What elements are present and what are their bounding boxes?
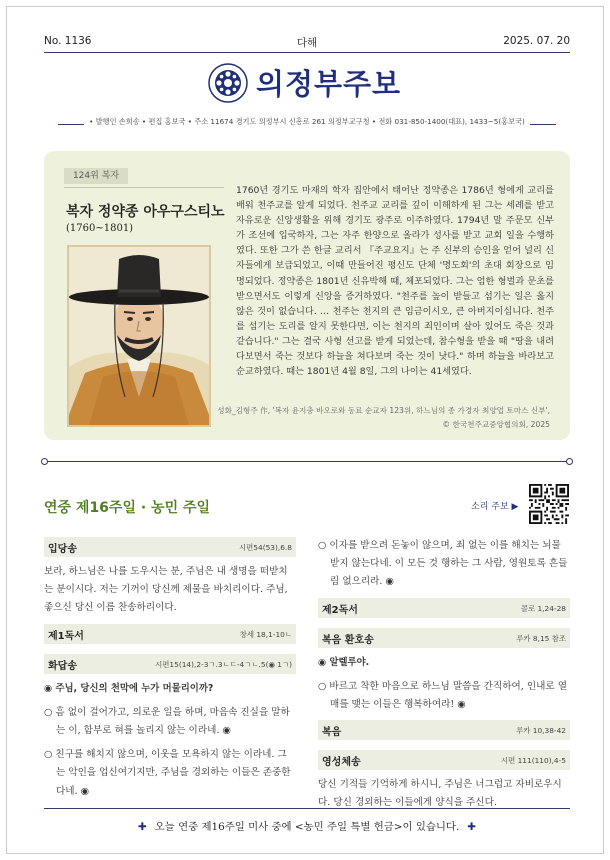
gospel-acclamation-title: 복음 환호송 — [322, 634, 374, 646]
saint-name: 복자 정약종 아우구스티노 — [66, 204, 225, 220]
communion-antiphon-text: 당신 기적들 기억하게 하시니, 주님은 너그럽고 자비로우시다. 당신 경외하는 이들에게 양식을 주신다. — [318, 779, 562, 809]
psalm-response: ◉ 주님, 당신의 천막에 누가 머물리이까? — [44, 682, 214, 694]
first-reading-ref: 창세 18,1-10ㄴ — [239, 629, 292, 639]
second-reading-ref: 콜로 1,24-28 — [520, 603, 566, 613]
gospel-acclamation-header — [318, 628, 570, 648]
communion-antiphon-ref: 시편 111(110),4-5 — [500, 756, 566, 766]
liturgy-right-column — [318, 537, 570, 819]
audio-bulletin-link[interactable]: 소리 주보 ▶ — [471, 502, 519, 512]
liturgy-title: 연중 제16주일 · 농민 주일 — [44, 500, 211, 516]
entrance-antiphon-header — [44, 537, 296, 557]
saint-biography: 1760년 경기도 마재의 학자 집안에서 태어난 정약종은 1786년 형에게 교리를 배워 천주교를 알게 되었다. 천주교 교리를 깊이 이해하게 된 그는 세례를 받고 자유로운 신앙생활을 위해 경기도 광주로 이주하였다. 1794년 말 주문모 신부가 조선에 입국하자, 그는 자주 한양으로 올라가 성사를 받고 교회 일을 수행하였다. 또한 그가 쓴 한글 교리서 『주교요지』는 주 신부의 승인을 얻어 널리 신자들에게 보급되었고, 이때 만들어진 평신도 단체 '명도회'의 초대 회장으로 임명되었다. 정약종은 1801년 신유박해 때, 체포되었다. 그는 엄한 형벌과 문초를 받으면서도 이렇게 신앙을 증거하였다. "천주를 높이 받들고 섬기는 일은 옳지 않은 것이 없습니다. … 천주는 천지의 큰 임금이시오, 큰 아버지이십니다. 천주를 섬기는 도리를 알지 못한다면, 이는 천지의 죄인이며 살아 있어도 죽은 것과 같습니다." 그는 결국 사형 선고를 받게 되었는데, 참수형을 받을 때 "땅을 내려다보면서 죽는 것보다 하늘을 쳐다보며 죽는 것이 낫다." 하며 하늘을 바라보고 순교하였다. 때는 1801년 4월 8일, 그의 나이는 41세였다. — [236, 185, 554, 378]
divider-dot-left — [41, 458, 48, 465]
divider-dot-right — [566, 458, 573, 465]
psalm-ref: 시편15(14),2-3ㄱ.3ㄴㄷ-4ㄱㄴ.5(◉ 1ㄱ) — [155, 659, 292, 669]
qr-code-icon[interactable] — [529, 484, 569, 524]
saint-years: (1760~1801) — [66, 223, 134, 234]
publisher-info: • 발행인 손희송 • 편집 홍보국 • 주소 11674 경기도 의정부시 신흥로 261 의정부교구청 • 전화 031-850-1400(대표), 1433~5(홍보국) — [89, 117, 525, 126]
logo-text: 의정부주보 — [256, 67, 402, 101]
alleluia: ◉ 알렐루야. — [318, 656, 370, 668]
psalm-verse-3: ○ 이자를 받으려 돈놓이 않으며, 죄 없는 이를 해치는 뇌물 받지 않는다네. 이 모든 것 행하는 그 사람, 영원토록 흔들림 없으리라. ◉ — [318, 540, 568, 588]
notice-text: 오늘 연중 제16주일 미사 중에 <농민 주일 특별 헌금>이 있습니다. — [154, 821, 460, 833]
entrance-antiphon-title: 입당송 — [48, 544, 77, 555]
copyright-credit: © 한국천주교중앙협의회, 2025 — [442, 420, 550, 429]
liturgical-year: 다해 — [296, 37, 318, 49]
saint-portrait-illustration — [69, 247, 209, 425]
gospel-title: 복음 — [322, 727, 342, 739]
liturgy-left-column — [44, 537, 296, 807]
issue-date: 2025. 07. 20 — [503, 35, 570, 47]
first-reading-header — [44, 624, 296, 644]
communion-antiphon-title: 영성체송 — [322, 757, 361, 769]
newspaper-logo — [208, 58, 418, 112]
special-collection-notice — [44, 818, 570, 833]
issue-number: No. 1136 — [44, 35, 92, 47]
footer-rule — [44, 808, 570, 809]
psalm-verse-1: ○ 흠 없이 걸어가고, 의로운 일을 하며, 마음속 진실을 말하는 이, 함부로 혀를 놀리지 않는 이라네. ◉ — [44, 706, 290, 737]
diocese-emblem-icon — [208, 63, 248, 103]
psalm-title: 화답송 — [48, 660, 77, 672]
saint-rank-rule — [64, 187, 224, 188]
second-reading-title: 제2독서 — [322, 604, 358, 616]
psalm-verse-2: ○ 친구를 해치지 않으며, 이웃을 모욕하지 않는 이라네. 그는 악인을 업신여기지만, 주님을 경외하는 이들은 존중한다네. ◉ — [44, 749, 291, 797]
cross-icon: ✚ — [138, 821, 147, 833]
gospel-header — [318, 720, 570, 740]
communion-antiphon-header — [318, 750, 570, 770]
publisher-rule-right — [530, 124, 556, 125]
gospel-acclamation-ref: 루카 8,15 참조 — [516, 633, 566, 643]
saint-portrait — [67, 245, 211, 427]
artwork-credit: 성화_김형주 作, '복자 윤지충 바오로와 동료 순교자 123위, 하느님의 종 가경자 최양업 토마스 신부', — [217, 406, 550, 415]
psalm-header — [44, 654, 296, 674]
first-reading-title: 제1독서 — [48, 630, 84, 642]
gospel-ref: 루카 10,38-42 — [516, 726, 566, 736]
second-reading-header — [318, 598, 570, 618]
saint-rank-badge: 124위 복자 — [64, 168, 128, 184]
entrance-antiphon-text: 보라, 하느님은 나를 도우시는 분, 주님은 내 생명을 떠받치는 분이시다. 저는 기꺼이 당신께 제물을 바치리이다. 주님, 좋으신 당신 이름 찬송하리이다. — [44, 566, 288, 614]
entrance-antiphon-ref: 시편54(53),6.8 — [239, 543, 292, 552]
masthead-topbar — [44, 35, 570, 51]
header-rule — [44, 52, 570, 53]
cross-icon: ✚ — [467, 821, 476, 833]
acclamation-verse: ○ 바르고 착한 마음으로 하느님 말씀을 간직하여, 인내로 열매를 맺는 이들은 행복하여라! ◉ — [318, 680, 567, 711]
section-divider — [44, 461, 570, 462]
